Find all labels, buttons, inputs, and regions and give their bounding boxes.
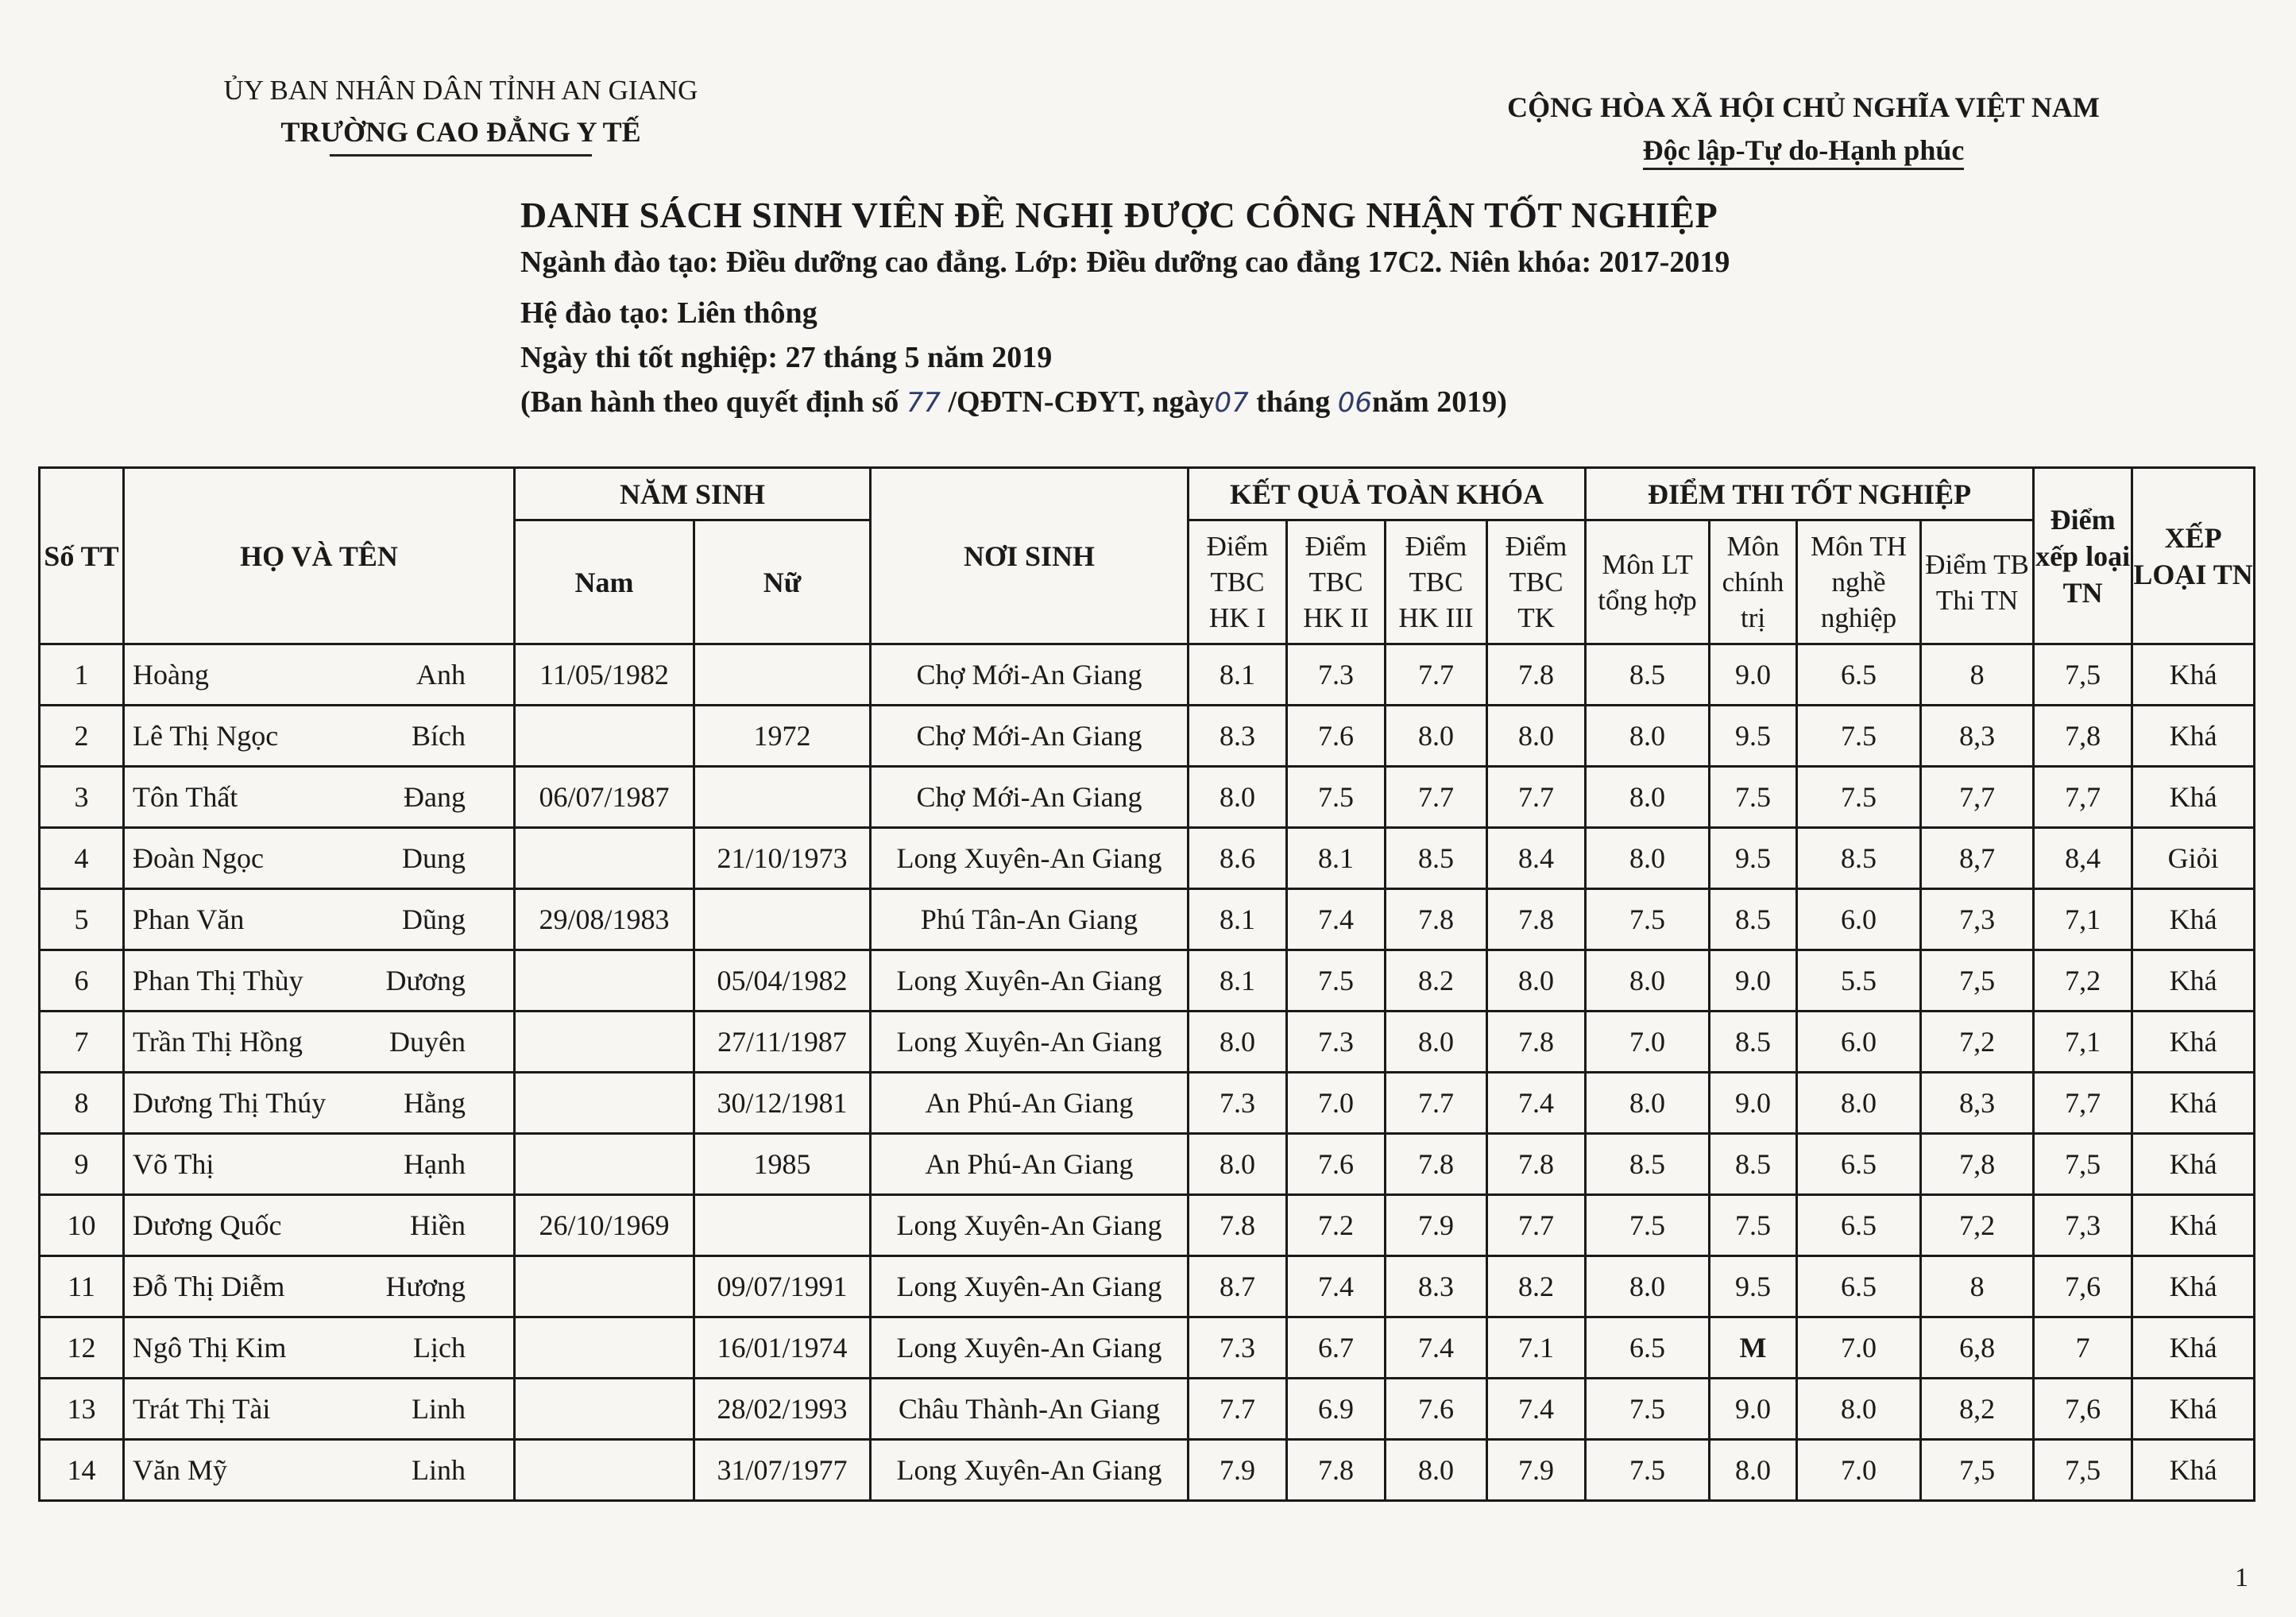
stt-cell: 2 bbox=[40, 706, 124, 767]
name-cell bbox=[124, 1440, 515, 1501]
hk2-cell: 7.5 bbox=[1287, 767, 1386, 828]
tk-cell: 7.7 bbox=[1487, 767, 1586, 828]
national-motto: Độc lập-Tự do-Hạnh phúc bbox=[1643, 134, 1965, 170]
ct-cell: 9.0 bbox=[1710, 644, 1797, 706]
surname: Phan Thị Thùy bbox=[133, 965, 303, 996]
tk-cell: 8.4 bbox=[1487, 828, 1586, 889]
birth-female-cell: 30/12/1981 bbox=[694, 1073, 871, 1134]
stt-cell: 10 bbox=[40, 1195, 124, 1256]
birthplace-cell: Phú Tân-An Giang bbox=[871, 889, 1189, 950]
surname: Đỗ Thị Diễm bbox=[133, 1271, 285, 1302]
hk1-cell: 8.6 bbox=[1189, 828, 1287, 889]
grade-score-cell: 7,7 bbox=[2034, 1073, 2132, 1134]
name-cell bbox=[124, 1195, 515, 1256]
name-cell bbox=[124, 1134, 515, 1195]
table-row bbox=[40, 889, 2255, 950]
table-row bbox=[40, 1379, 2255, 1440]
stt-cell: 1 bbox=[40, 644, 124, 706]
lt-cell: 7.5 bbox=[1586, 889, 1710, 950]
hk2-cell: 7.6 bbox=[1287, 706, 1386, 767]
hk3-cell: 8.0 bbox=[1386, 1440, 1487, 1501]
birth-male-cell bbox=[515, 828, 694, 889]
tb-cell: 7,7 bbox=[1921, 767, 2034, 828]
th-cell: 8.0 bbox=[1797, 1073, 1921, 1134]
stt-cell: 12 bbox=[40, 1317, 124, 1379]
grade-rank-cell: Khá bbox=[2132, 1134, 2255, 1195]
hk2-cell: 7.2 bbox=[1287, 1195, 1386, 1256]
table-row bbox=[40, 1256, 2255, 1317]
ct-cell: 9.0 bbox=[1710, 1379, 1797, 1440]
header-tb: Điểm TB Thi TN bbox=[1921, 520, 2034, 644]
hk1-cell: 7.3 bbox=[1189, 1317, 1287, 1379]
th-cell: 6.5 bbox=[1797, 1134, 1921, 1195]
tb-cell: 8,2 bbox=[1921, 1379, 2034, 1440]
header-full-name: HỌ VÀ TÊN bbox=[124, 468, 515, 644]
grade-rank-cell: Khá bbox=[2132, 644, 2255, 706]
decision-mid2: tháng bbox=[1256, 385, 1331, 419]
grade-rank-cell: Khá bbox=[2132, 950, 2255, 1012]
grade-rank-cell: Khá bbox=[2132, 1256, 2255, 1317]
document-title: DANH SÁCH SINH VIÊN ĐỀ NGHỊ ĐƯỢC CÔNG NHẬN TỐT NGHIỆP bbox=[520, 195, 1718, 235]
decision-prefix: (Ban hành theo quyết định số bbox=[520, 385, 899, 419]
stt-cell: 14 bbox=[40, 1440, 124, 1501]
birth-female-cell: 09/07/1991 bbox=[694, 1256, 871, 1317]
ct-cell: 9.5 bbox=[1710, 828, 1797, 889]
birth-female-cell bbox=[694, 644, 871, 706]
tb-cell: 8 bbox=[1921, 1256, 2034, 1317]
lt-cell: 7.5 bbox=[1586, 1379, 1710, 1440]
grade-rank-cell: Khá bbox=[2132, 1073, 2255, 1134]
given-name: Bích bbox=[412, 720, 466, 752]
lt-cell: 6.5 bbox=[1586, 1317, 1710, 1379]
lt-cell: 7.5 bbox=[1586, 1440, 1710, 1501]
stt-cell: 13 bbox=[40, 1379, 124, 1440]
birth-female-cell: 05/04/1982 bbox=[694, 950, 871, 1012]
given-name: Dương bbox=[385, 965, 466, 996]
birthplace-cell: Long Xuyên-An Giang bbox=[871, 828, 1189, 889]
hk2-cell: 7.4 bbox=[1287, 1256, 1386, 1317]
tk-cell: 7.8 bbox=[1487, 889, 1586, 950]
surname: Phan Văn bbox=[133, 903, 245, 935]
header-grade-rank: XẾP LOẠI TN bbox=[2132, 468, 2255, 644]
birth-female-cell bbox=[694, 1195, 871, 1256]
grade-score-cell: 7,1 bbox=[2034, 1012, 2132, 1073]
table-row bbox=[40, 644, 2255, 706]
th-cell: 6.0 bbox=[1797, 1012, 1921, 1073]
tb-cell: 7,2 bbox=[1921, 1012, 2034, 1073]
birthplace-cell: Chợ Mới-An Giang bbox=[871, 767, 1189, 828]
tk-cell: 8.0 bbox=[1487, 706, 1586, 767]
birth-male-cell bbox=[515, 1073, 694, 1134]
birthplace-cell: Chợ Mới-An Giang bbox=[871, 706, 1189, 767]
given-name: Linh bbox=[412, 1454, 466, 1486]
decision-month: 06 bbox=[1337, 387, 1372, 419]
th-cell: 8.0 bbox=[1797, 1379, 1921, 1440]
th-cell: 5.5 bbox=[1797, 950, 1921, 1012]
tk-cell: 8.0 bbox=[1487, 950, 1586, 1012]
birth-female-cell: 1985 bbox=[694, 1134, 871, 1195]
grade-score-cell: 7,6 bbox=[2034, 1256, 2132, 1317]
given-name: Đang bbox=[404, 781, 466, 813]
grade-score-cell: 7,3 bbox=[2034, 1195, 2132, 1256]
given-name: Hạnh bbox=[404, 1148, 466, 1180]
surname: Đoàn Ngọc bbox=[133, 842, 264, 874]
tb-cell: 7,3 bbox=[1921, 889, 2034, 950]
lt-cell: 8.5 bbox=[1586, 1134, 1710, 1195]
hk3-cell: 7.9 bbox=[1386, 1195, 1487, 1256]
stt-cell: 5 bbox=[40, 889, 124, 950]
school-underline bbox=[330, 154, 592, 157]
birth-female-cell: 16/01/1974 bbox=[694, 1317, 871, 1379]
birthplace-cell: Long Xuyên-An Giang bbox=[871, 950, 1189, 1012]
hk1-cell: 7.9 bbox=[1189, 1440, 1287, 1501]
hk2-cell: 6.7 bbox=[1287, 1317, 1386, 1379]
given-name: Hương bbox=[385, 1271, 466, 1302]
name-cell bbox=[124, 889, 515, 950]
graduation-table bbox=[38, 466, 2255, 1502]
birth-female-cell: 28/02/1993 bbox=[694, 1379, 871, 1440]
birth-male-cell: 11/05/1982 bbox=[515, 644, 694, 706]
birth-male-cell: 06/07/1987 bbox=[515, 767, 694, 828]
stt-cell: 11 bbox=[40, 1256, 124, 1317]
birth-male-cell bbox=[515, 950, 694, 1012]
header-tk: Điểm TBC TK bbox=[1487, 520, 1586, 644]
table-row bbox=[40, 1440, 2255, 1501]
name-cell bbox=[124, 1379, 515, 1440]
lt-cell: 8.5 bbox=[1586, 644, 1710, 706]
lt-cell: 8.0 bbox=[1586, 706, 1710, 767]
grade-score-cell: 7,8 bbox=[2034, 706, 2132, 767]
birthplace-cell: Long Xuyên-An Giang bbox=[871, 1317, 1189, 1379]
lt-cell: 8.0 bbox=[1586, 1073, 1710, 1134]
hk2-cell: 7.6 bbox=[1287, 1134, 1386, 1195]
decision-day: 07 bbox=[1214, 387, 1249, 419]
name-cell bbox=[124, 1256, 515, 1317]
header-lt: Môn LT tổng hợp bbox=[1586, 520, 1710, 644]
birth-male-cell bbox=[515, 1012, 694, 1073]
table-row bbox=[40, 1134, 2255, 1195]
hk1-cell: 8.1 bbox=[1189, 889, 1287, 950]
ct-cell: 7.5 bbox=[1710, 1195, 1797, 1256]
exam-date: Ngày thi tốt nghiệp: 27 tháng 5 năm 2019 bbox=[520, 341, 1053, 374]
national-header bbox=[1351, 86, 2256, 172]
header-ct: Môn chính trị bbox=[1710, 520, 1797, 644]
name-cell bbox=[124, 1073, 515, 1134]
tk-cell: 7.1 bbox=[1487, 1317, 1586, 1379]
header-male: Nam bbox=[515, 520, 694, 644]
birth-female-cell: 27/11/1987 bbox=[694, 1012, 871, 1073]
issuer-header bbox=[167, 70, 755, 157]
hk3-cell: 8.3 bbox=[1386, 1256, 1487, 1317]
header-birth-year: NĂM SINH bbox=[515, 468, 871, 520]
lt-cell: 8.0 bbox=[1586, 828, 1710, 889]
stt-cell: 6 bbox=[40, 950, 124, 1012]
page-number: 1 bbox=[2235, 1563, 2248, 1592]
surname: Văn Mỹ bbox=[133, 1454, 227, 1486]
table-row bbox=[40, 1317, 2255, 1379]
hk1-cell: 8.0 bbox=[1189, 1012, 1287, 1073]
name-cell bbox=[124, 950, 515, 1012]
hk2-cell: 7.8 bbox=[1287, 1440, 1386, 1501]
header-hk2: Điểm TBC HK II bbox=[1287, 520, 1386, 644]
birth-female-cell: 1972 bbox=[694, 706, 871, 767]
birthplace-cell: Chợ Mới-An Giang bbox=[871, 644, 1189, 706]
hk2-cell: 7.3 bbox=[1287, 644, 1386, 706]
th-cell: 6.5 bbox=[1797, 1256, 1921, 1317]
grade-rank-cell: Khá bbox=[2132, 889, 2255, 950]
program-info: Ngành đào tạo: Điều dưỡng cao đẳng. Lớp: Điều dưỡng cao đẳng 17C2. Niên khóa: 2017-2019 bbox=[520, 246, 1730, 279]
table-row bbox=[40, 767, 2255, 828]
th-cell: 7.5 bbox=[1797, 706, 1921, 767]
hk1-cell: 7.8 bbox=[1189, 1195, 1287, 1256]
province-committee: ỦY BAN NHÂN DÂN TỈNH AN GIANG bbox=[223, 75, 698, 106]
tb-cell: 8,3 bbox=[1921, 706, 2034, 767]
table-row bbox=[40, 706, 2255, 767]
th-cell: 8.5 bbox=[1797, 828, 1921, 889]
header-course-results: KẾT QUẢ TOÀN KHÓA bbox=[1189, 468, 1586, 520]
lt-cell: 7.0 bbox=[1586, 1012, 1710, 1073]
grade-score-cell: 7 bbox=[2034, 1317, 2132, 1379]
given-name: Dũng bbox=[402, 903, 466, 935]
hk3-cell: 8.0 bbox=[1386, 1012, 1487, 1073]
stt-cell: 9 bbox=[40, 1134, 124, 1195]
surname: Trần Thị Hồng bbox=[133, 1026, 303, 1058]
header-grade-score: Điểm xếp loại TN bbox=[2034, 468, 2132, 644]
hk1-cell: 8.7 bbox=[1189, 1256, 1287, 1317]
surname: Dương Quốc bbox=[133, 1209, 282, 1241]
grade-score-cell: 7,7 bbox=[2034, 767, 2132, 828]
grade-rank-cell: Giỏi bbox=[2132, 828, 2255, 889]
tb-cell: 6,8 bbox=[1921, 1317, 2034, 1379]
tb-cell: 7,5 bbox=[1921, 1440, 2034, 1501]
header-hk3: Điểm TBC HK III bbox=[1386, 520, 1487, 644]
birth-male-cell bbox=[515, 1317, 694, 1379]
given-name: Hằng bbox=[404, 1087, 466, 1119]
birthplace-cell: Long Xuyên-An Giang bbox=[871, 1012, 1189, 1073]
birthplace-cell: Long Xuyên-An Giang bbox=[871, 1195, 1189, 1256]
decision-line bbox=[520, 385, 1507, 420]
grade-rank-cell: Khá bbox=[2132, 706, 2255, 767]
birth-female-cell bbox=[694, 889, 871, 950]
birth-male-cell bbox=[515, 1379, 694, 1440]
stt-cell: 4 bbox=[40, 828, 124, 889]
table-row bbox=[40, 950, 2255, 1012]
birthplace-cell: An Phú-An Giang bbox=[871, 1073, 1189, 1134]
hk3-cell: 7.7 bbox=[1386, 1073, 1487, 1134]
hk2-cell: 7.3 bbox=[1287, 1012, 1386, 1073]
ct-cell: 9.5 bbox=[1710, 706, 1797, 767]
grade-score-cell: 7,5 bbox=[2034, 644, 2132, 706]
tb-cell: 8 bbox=[1921, 644, 2034, 706]
name-cell bbox=[124, 828, 515, 889]
hk2-cell: 6.9 bbox=[1287, 1379, 1386, 1440]
tk-cell: 7.8 bbox=[1487, 1012, 1586, 1073]
birth-male-cell bbox=[515, 1256, 694, 1317]
tk-cell: 7.4 bbox=[1487, 1379, 1586, 1440]
hk2-cell: 7.5 bbox=[1287, 950, 1386, 1012]
grade-score-cell: 8,4 bbox=[2034, 828, 2132, 889]
stt-cell: 8 bbox=[40, 1073, 124, 1134]
grade-score-cell: 7,6 bbox=[2034, 1379, 2132, 1440]
tk-cell: 7.8 bbox=[1487, 1134, 1586, 1195]
lt-cell: 8.0 bbox=[1586, 767, 1710, 828]
surname: Võ Thị bbox=[133, 1148, 215, 1180]
ct-cell: 9.0 bbox=[1710, 1073, 1797, 1134]
ct-cell: 9.5 bbox=[1710, 1256, 1797, 1317]
th-cell: 7.5 bbox=[1797, 767, 1921, 828]
stt-cell: 7 bbox=[40, 1012, 124, 1073]
birthplace-cell: Châu Thành-An Giang bbox=[871, 1379, 1189, 1440]
given-name: Hiền bbox=[410, 1209, 466, 1241]
surname: Tôn Thất bbox=[133, 781, 238, 813]
header-graduation-exam: ĐIỂM THI TỐT NGHIỆP bbox=[1586, 468, 2034, 520]
ct-cell: 7.5 bbox=[1710, 767, 1797, 828]
decision-mid1: /QĐTN-CĐYT, ngày bbox=[948, 385, 1215, 419]
hk1-cell: 8.0 bbox=[1189, 1134, 1287, 1195]
ct-cell: M bbox=[1710, 1317, 1797, 1379]
grade-rank-cell: Khá bbox=[2132, 1379, 2255, 1440]
stt-cell: 3 bbox=[40, 767, 124, 828]
lt-cell: 8.0 bbox=[1586, 1256, 1710, 1317]
birth-male-cell: 29/08/1983 bbox=[515, 889, 694, 950]
national-title: CỘNG HÒA XÃ HỘI CHỦ NGHĨA VIỆT NAM bbox=[1507, 91, 2100, 123]
hk3-cell: 7.4 bbox=[1386, 1317, 1487, 1379]
surname: Hoàng bbox=[133, 659, 209, 691]
given-name: Linh bbox=[412, 1393, 466, 1425]
grade-rank-cell: Khá bbox=[2132, 1012, 2255, 1073]
hk3-cell: 7.6 bbox=[1386, 1379, 1487, 1440]
given-name: Anh bbox=[416, 659, 466, 691]
ct-cell: 8.5 bbox=[1710, 889, 1797, 950]
ct-cell: 9.0 bbox=[1710, 950, 1797, 1012]
header-stt: Số TT bbox=[40, 468, 124, 644]
given-name: Lịch bbox=[413, 1332, 466, 1364]
grade-rank-cell: Khá bbox=[2132, 1195, 2255, 1256]
surname: Ngô Thị Kim bbox=[133, 1332, 287, 1364]
grade-rank-cell: Khá bbox=[2132, 1317, 2255, 1379]
table-row bbox=[40, 828, 2255, 889]
tb-cell: 7,8 bbox=[1921, 1134, 2034, 1195]
decision-number: 77 bbox=[906, 387, 941, 419]
ct-cell: 8.5 bbox=[1710, 1012, 1797, 1073]
birth-male-cell bbox=[515, 706, 694, 767]
birthplace-cell: Long Xuyên-An Giang bbox=[871, 1256, 1189, 1317]
tk-cell: 7.9 bbox=[1487, 1440, 1586, 1501]
hk2-cell: 7.4 bbox=[1287, 889, 1386, 950]
name-cell bbox=[124, 644, 515, 706]
tb-cell: 7,5 bbox=[1921, 950, 2034, 1012]
grade-score-cell: 7,1 bbox=[2034, 889, 2132, 950]
grade-rank-cell: Khá bbox=[2132, 1440, 2255, 1501]
hk3-cell: 8.0 bbox=[1386, 706, 1487, 767]
birthplace-cell: Long Xuyên-An Giang bbox=[871, 1440, 1189, 1501]
birth-male-cell bbox=[515, 1440, 694, 1501]
table-row bbox=[40, 1012, 2255, 1073]
name-cell bbox=[124, 1317, 515, 1379]
training-system: Hệ đào tạo: Liên thông bbox=[520, 296, 818, 330]
hk3-cell: 8.5 bbox=[1386, 828, 1487, 889]
th-cell: 6.0 bbox=[1797, 889, 1921, 950]
birth-male-cell: 26/10/1969 bbox=[515, 1195, 694, 1256]
th-cell: 7.0 bbox=[1797, 1317, 1921, 1379]
ct-cell: 8.5 bbox=[1710, 1134, 1797, 1195]
grade-score-cell: 7,2 bbox=[2034, 950, 2132, 1012]
hk3-cell: 7.8 bbox=[1386, 1134, 1487, 1195]
tb-cell: 7,2 bbox=[1921, 1195, 2034, 1256]
header-female: Nữ bbox=[694, 520, 871, 644]
grade-score-cell: 7,5 bbox=[2034, 1134, 2132, 1195]
tk-cell: 7.4 bbox=[1487, 1073, 1586, 1134]
hk1-cell: 7.3 bbox=[1189, 1073, 1287, 1134]
hk1-cell: 8.0 bbox=[1189, 767, 1287, 828]
header-birthplace: NƠI SINH bbox=[871, 468, 1189, 644]
hk1-cell: 8.1 bbox=[1189, 950, 1287, 1012]
header-th: Môn TH nghề nghiệp bbox=[1797, 520, 1921, 644]
hk1-cell: 8.3 bbox=[1189, 706, 1287, 767]
hk2-cell: 8.1 bbox=[1287, 828, 1386, 889]
hk3-cell: 7.8 bbox=[1386, 889, 1487, 950]
birth-male-cell bbox=[515, 1134, 694, 1195]
birth-female-cell bbox=[694, 767, 871, 828]
hk3-cell: 8.2 bbox=[1386, 950, 1487, 1012]
hk2-cell: 7.0 bbox=[1287, 1073, 1386, 1134]
table-row bbox=[40, 1073, 2255, 1134]
hk3-cell: 7.7 bbox=[1386, 767, 1487, 828]
lt-cell: 8.0 bbox=[1586, 950, 1710, 1012]
table-row bbox=[40, 1195, 2255, 1256]
hk1-cell: 8.1 bbox=[1189, 644, 1287, 706]
birth-female-cell: 31/07/1977 bbox=[694, 1440, 871, 1501]
name-cell bbox=[124, 1012, 515, 1073]
ct-cell: 8.0 bbox=[1710, 1440, 1797, 1501]
lt-cell: 7.5 bbox=[1586, 1195, 1710, 1256]
tk-cell: 7.8 bbox=[1487, 644, 1586, 706]
given-name: Dung bbox=[402, 842, 466, 874]
hk1-cell: 7.7 bbox=[1189, 1379, 1287, 1440]
hk3-cell: 7.7 bbox=[1386, 644, 1487, 706]
tk-cell: 8.2 bbox=[1487, 1256, 1586, 1317]
grade-score-cell: 7,5 bbox=[2034, 1440, 2132, 1501]
birth-female-cell: 21/10/1973 bbox=[694, 828, 871, 889]
tb-cell: 8,7 bbox=[1921, 828, 2034, 889]
school-name: TRƯỜNG CAO ĐẲNG Y TẾ bbox=[280, 116, 641, 148]
tb-cell: 8,3 bbox=[1921, 1073, 2034, 1134]
grade-rank-cell: Khá bbox=[2132, 767, 2255, 828]
name-cell bbox=[124, 767, 515, 828]
th-cell: 7.0 bbox=[1797, 1440, 1921, 1501]
th-cell: 6.5 bbox=[1797, 644, 1921, 706]
surname: Lê Thị Ngọc bbox=[133, 720, 279, 752]
th-cell: 6.5 bbox=[1797, 1195, 1921, 1256]
given-name: Duyên bbox=[389, 1026, 466, 1058]
name-cell bbox=[124, 706, 515, 767]
surname: Dương Thị Thúy bbox=[133, 1087, 327, 1119]
birthplace-cell: An Phú-An Giang bbox=[871, 1134, 1189, 1195]
header-hk1: Điểm TBC HK I bbox=[1189, 520, 1287, 644]
decision-suffix: năm 2019) bbox=[1371, 385, 1507, 419]
surname: Trát Thị Tài bbox=[133, 1393, 271, 1425]
tk-cell: 7.7 bbox=[1487, 1195, 1586, 1256]
